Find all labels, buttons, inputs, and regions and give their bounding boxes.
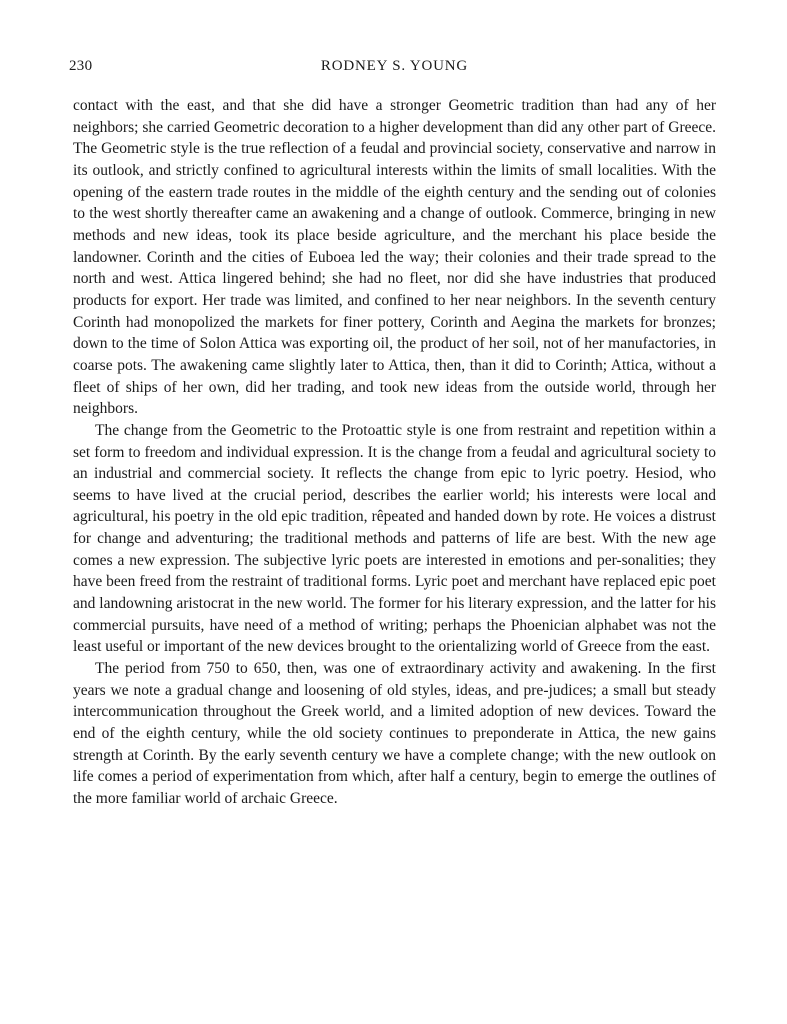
page-number: 230 bbox=[69, 58, 93, 74]
running-title: RODNEY S. YOUNG bbox=[320, 58, 469, 74]
paragraph-continuation: contact with the east, and that she did have a stronger Geometric tradition than had any of her neighbors; she carried Geometric decoration to a higher development than did any other part of Greece. The Geometric style is the true reflection of a feudal and provincial society, conservative and narrow in its outlook, and strictly confined to agricultural interests within the limits of small localities. With the opening of the eastern trade routes in the middle of the eighth century and the sending out of colonies to the west shortly thereafter came an awakening and a change of outlook. Commerce, bringing in new methods and new ideas, took its place beside agriculture, and the merchant his place beside the landowner. Corinth and the cities of Euboea led the way; their colonies and their trade spread to the north and west. Attica lingered behind; she had no fleet, nor did she have industries that produced products for export. Her trade was limited, and confined to her near neighbors. In the seventh century Corinth had monopolized the markets for finer pottery, Corinth and Aegina the markets for bronzes; down to the time of Solon Attica was exporting oil, the product of her soil, not of her manufactories, in coarse pots. The awakening came slightly later to Attica, then, than it did to Corinth; Attica, without a fleet of ships of her own, did her trading, and took new ideas from the outside world, through her neighbors. bbox=[73, 97, 716, 418]
page bbox=[69, 58, 716, 810]
running-head bbox=[69, 58, 716, 80]
body-text bbox=[73, 95, 716, 810]
paragraph-protoattic-change: The change from the Geometric to the Protoattic style is one from restraint and repetition within a set form to freedom and individual expression. It is the change from a feudal and agricultural society to an industrial and commercial society. It reflects the change from epic to lyric poetry. Hesiod, who seems to have lived at the crucial period, describes the earlier world; his interests were local and agricultural, his poetry in the old epic tradition, rêpeated and handed down by rote. He voices a distrust for change and adventuring; the traditional methods and patterns of life are best. With the new age comes a new expression. The subjective lyric poets are interested in emotions and per-sonalities; they have been freed from the restraint of traditional forms. Lyric poet and merchant have replaced epic poet and landowning aristocrat in the new world. The former for his literary expression, and the latter for his commercial pursuits, have need of a method of writing; perhaps the Phoenician alphabet was not the least useful or important of the new devices brought to the orientalizing world of Greece from the east. bbox=[73, 421, 716, 656]
paragraph-period-750-650: The period from 750 to 650, then, was one of extraordinary activity and awakening. In the first years we note a gradual change and loosening of old styles, ideas, and pre-judices; a small but steady intercommunication throughout the Greek world, and a limited adoption of new devices. Toward the end of the eighth century, while the old society continues to preponderate in Attica, the new gains strength at Corinth. By the early seventh century we have a complete change; with the new outlook on life comes a period of experimentation from which, after half a century, begin to emerge the outlines of the more familiar world of archaic Greece. bbox=[73, 660, 716, 807]
